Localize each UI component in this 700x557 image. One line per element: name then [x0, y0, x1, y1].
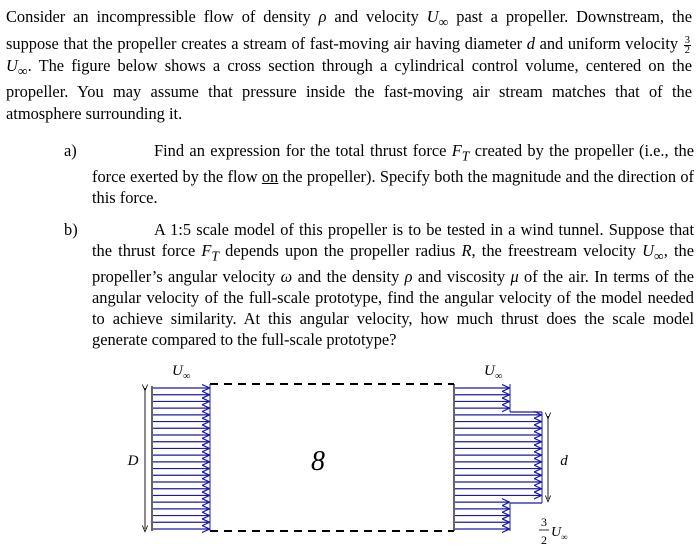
question-b-text: A 1:5 scale model of this propeller is to be tested in a wind tunnel. Suppose that the thrust force $F_T$ depends upon the propeller radius R, the freestream velocity $U_\infty$, the propeller’s angular velocity ω and the density ρ and viscosity μ of the air. In terms of the angular velocity of the full-scale prototype, find the angular velocity of the model needed to achieve similarity. At this angular velocity, how much thrust does the scale model generate compared to the full-scale prototype? — [92, 220, 694, 350]
upstream-velocity-arrows — [153, 388, 209, 529]
svg-text:∞: ∞ — [561, 532, 568, 542]
diameter-D-dimension — [127, 388, 145, 529]
d-symbol: d — [526, 33, 535, 53]
svg-text:3: 3 — [541, 515, 547, 529]
three-halves-fraction: $\frac{3}{2}$ — [684, 34, 690, 56]
intro-paragraph: Consider an incompressible flow of density ρ and velocity $U_\infty$ past a propeller. Downstream, the suppose that the propeller creates a stream of fast-moving air having diameter d and uniform velocity $\frac{3}{2}$ $U_\infty$. The figure below shows a cross section through a cylindrical control volume, centered on the propeller. You may assume that pressure inside the fast-moving air stream matches that of the atmosphere surrounding it. — [6, 7, 692, 124]
svg-text:U: U — [484, 363, 495, 379]
U-symbol: U — [426, 7, 439, 26]
question-b-label: b) — [64, 220, 78, 239]
downstream-velocity-arrows — [455, 388, 541, 529]
label-D: D — [127, 453, 139, 469]
svg-text:∞: ∞ — [495, 371, 503, 382]
jet-velocity-label — [539, 515, 567, 547]
question-a-label: a) — [64, 141, 77, 160]
control-volume-boundary — [210, 384, 454, 531]
svg-text:2: 2 — [541, 533, 547, 547]
upstream-U-label — [172, 363, 190, 382]
svg-text:∞: ∞ — [183, 371, 191, 382]
label-d: d — [560, 453, 568, 469]
downstream-U-label — [484, 363, 502, 382]
rho-symbol: ρ — [318, 7, 327, 26]
svg-text:U: U — [551, 525, 562, 540]
propeller-icon: 8 — [311, 446, 325, 477]
svg-text:U: U — [172, 363, 183, 379]
diameter-d-dimension — [548, 416, 568, 499]
question-a-text: Find an expression for the total thrust force $F_T$ created by the propeller (i.e., the force exerted by the flow on the propeller). Specify both the magnitude and the direction of this force. — [92, 141, 694, 208]
